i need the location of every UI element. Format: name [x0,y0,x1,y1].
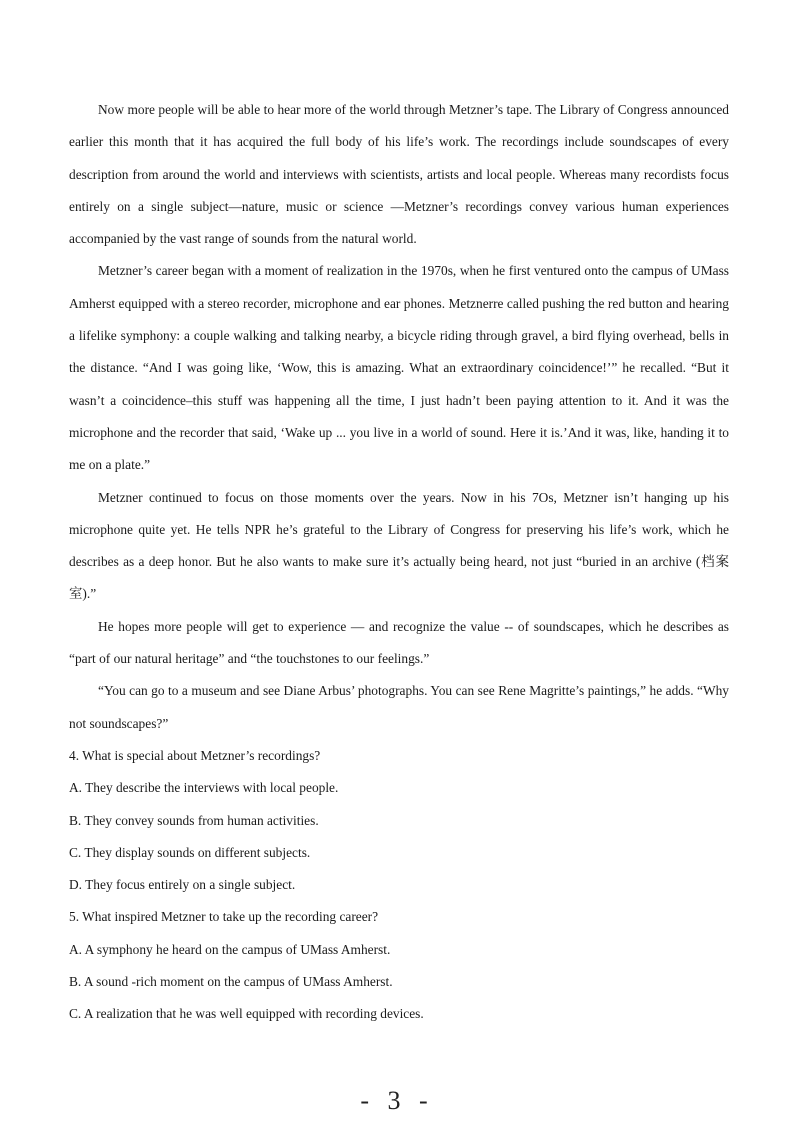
question-4-option-d: D. They focus entirely on a single subject. [69,877,296,893]
question-5-stem: 5. What inspired Metzner to take up the recording career? [69,909,379,925]
page-content [69,94,729,1031]
question-4-stem: 4. What is special about Metzner’s recordings? [69,747,321,763]
question-4-option-b: B. They convey sounds from human activities. [69,812,319,828]
page-number: - 3 - [360,1086,434,1115]
question-4-option-a: A. They describe the interviews with local people. [69,780,339,796]
passage-paragraph-4: He hopes more people will get to experience — and recognize the value -- of soundscapes, which he describes as “part of our natural heritage” and “the touchstones to our feelings.” [69,618,729,667]
passage-paragraph-2: Metzner’s career began with a moment of realization in the 1970s, when he first ventured onto the campus of UMass Amherst equipped with a stereo recorder, microphone and ear phones. Metznerre called pushing the red button and hearing a lifelike symphony: a couple walking and talking nearby, a bicycle riding through gravel, a bird flying overhead, bells in the distance. “And I was going like, ‘Wow, this is amazing. What an extraordinary coincidence!’” he recalled. “But it wasn’t a coincidence–this stuff was happening all the time, I just hadn’t been paying attention to it. And it was the microphone and the recorder that said, ‘Wake up ... you live in a world of sound. Here it is.’And it was, like, handing it to me on a plate.” [69,263,729,473]
question-5-option-c: C. A realization that he was well equipped with recording devices. [69,1006,424,1022]
question-5-option-b: B. A sound -rich moment on the campus of UMass Amherst. [69,974,393,990]
passage-paragraph-5: “You can go to a museum and see Diane Arbus’ photographs. You can see Rene Magritte’s paintings,” he adds. “Why not soundscapes?” [69,683,729,731]
passage-paragraph-3: Metzner continued to focus on those moments over the years. Now in his 7Os, Metzner isn’t hanging up his microphone quite yet. He tells NPR he’s grateful to the Library of Congress for preserving his life’s work, which he describes as a deep honor. But he also wants to make sure it’s actually being heard, not just “buried in an archive (档案室).” [69,489,729,602]
passage-paragraph-1: Now more people will be able to hear more of the world through Metzner’s tape. The Library of Congress announced earlier this month that it has acquired the full body of his life’s work. The recordings include soundscapes of every description from around the world and interviews with scientists, artists and local people. Whereas many recordists focus entirely on a single subject—nature, music or science —Metzner’s recordings convey various human experiences accompanied by the vast range of sounds from the natural world. [69,102,729,247]
question-5-option-a: A. A symphony he heard on the campus of UMass Amherst. [69,941,391,957]
question-4-option-c: C. They display sounds on different subjects. [69,844,311,860]
